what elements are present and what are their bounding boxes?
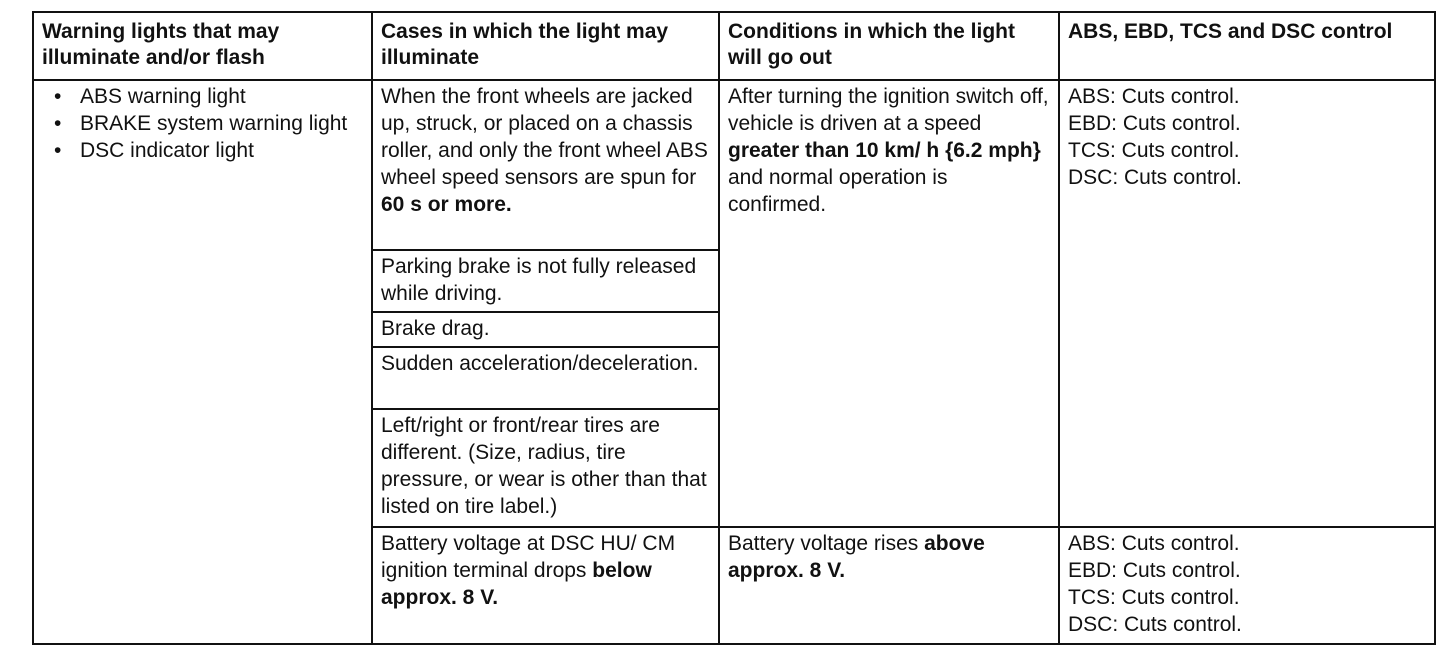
condition-text: After turning the ignition switch off, vehicle is driven at a speed [728, 85, 1049, 135]
case-cell-parking-brake: Parking brake is not fully released while driving. [372, 250, 719, 312]
condition-cell-1 [719, 80, 1059, 527]
case-emphasis: below approx. 8 V. [381, 559, 652, 609]
control-cell-1 [1059, 80, 1435, 527]
control-line: ABS: Cuts control. [1068, 85, 1240, 108]
case-cell-sudden-accel: Sudden acceleration/deceleration. [372, 347, 719, 409]
case-cell-tires: Left/right or front/rear tires are different. (Size, radius, tire pressure, or wear is other than that listed on tire label.) [372, 409, 719, 527]
condition-emphasis: above approx. 8 V. [728, 532, 985, 582]
control-line: EBD: Cuts control. [1068, 559, 1241, 582]
warning-light-table [32, 11, 1436, 645]
list-item: • DSC indicator light [80, 137, 363, 164]
warning-lights-list [42, 83, 363, 164]
control-line: TCS: Cuts control. [1068, 586, 1240, 609]
control-line: EBD: Cuts control. [1068, 112, 1241, 135]
case-cell-brake-drag: Brake drag. [372, 312, 719, 347]
warning-lights-cell [33, 80, 372, 644]
control-line: DSC: Cuts control. [1068, 613, 1242, 636]
case-text: When the front wheels are jacked up, struck, or placed on a chassis roller, and only the front wheel ABS wheel speed sensors are spun for [381, 85, 708, 189]
condition-text: Battery voltage rises [728, 532, 925, 555]
case-cell-jacked-up [372, 80, 719, 250]
header-conditions: Conditions in which the light will go out [719, 12, 1059, 80]
control-line: ABS: Cuts control. [1068, 532, 1240, 555]
list-item: • ABS warning light [80, 83, 363, 110]
case-emphasis: 60 s or more. [381, 193, 512, 216]
header-row [33, 12, 1435, 80]
condition-text-end: and normal operation is confirmed. [728, 166, 948, 216]
control-line: TCS: Cuts control. [1068, 139, 1240, 162]
case-text: Battery voltage at DSC HU/ CM ignition terminal drops [381, 532, 676, 582]
header-cases: Cases in which the light may illuminate [372, 12, 719, 80]
header-warning-lights: Warning lights that may illuminate and/or flash [33, 12, 372, 80]
case-cell-battery [372, 527, 719, 644]
control-cell-2 [1059, 527, 1435, 644]
control-line: DSC: Cuts control. [1068, 166, 1242, 189]
condition-emphasis: greater than 10 km/ h {6.2 mph} [728, 139, 1041, 162]
header-control: ABS, EBD, TCS and DSC control [1059, 12, 1435, 80]
condition-cell-2 [719, 527, 1059, 644]
list-item: • BRAKE system warning light [80, 110, 363, 137]
table-row [33, 80, 1435, 250]
